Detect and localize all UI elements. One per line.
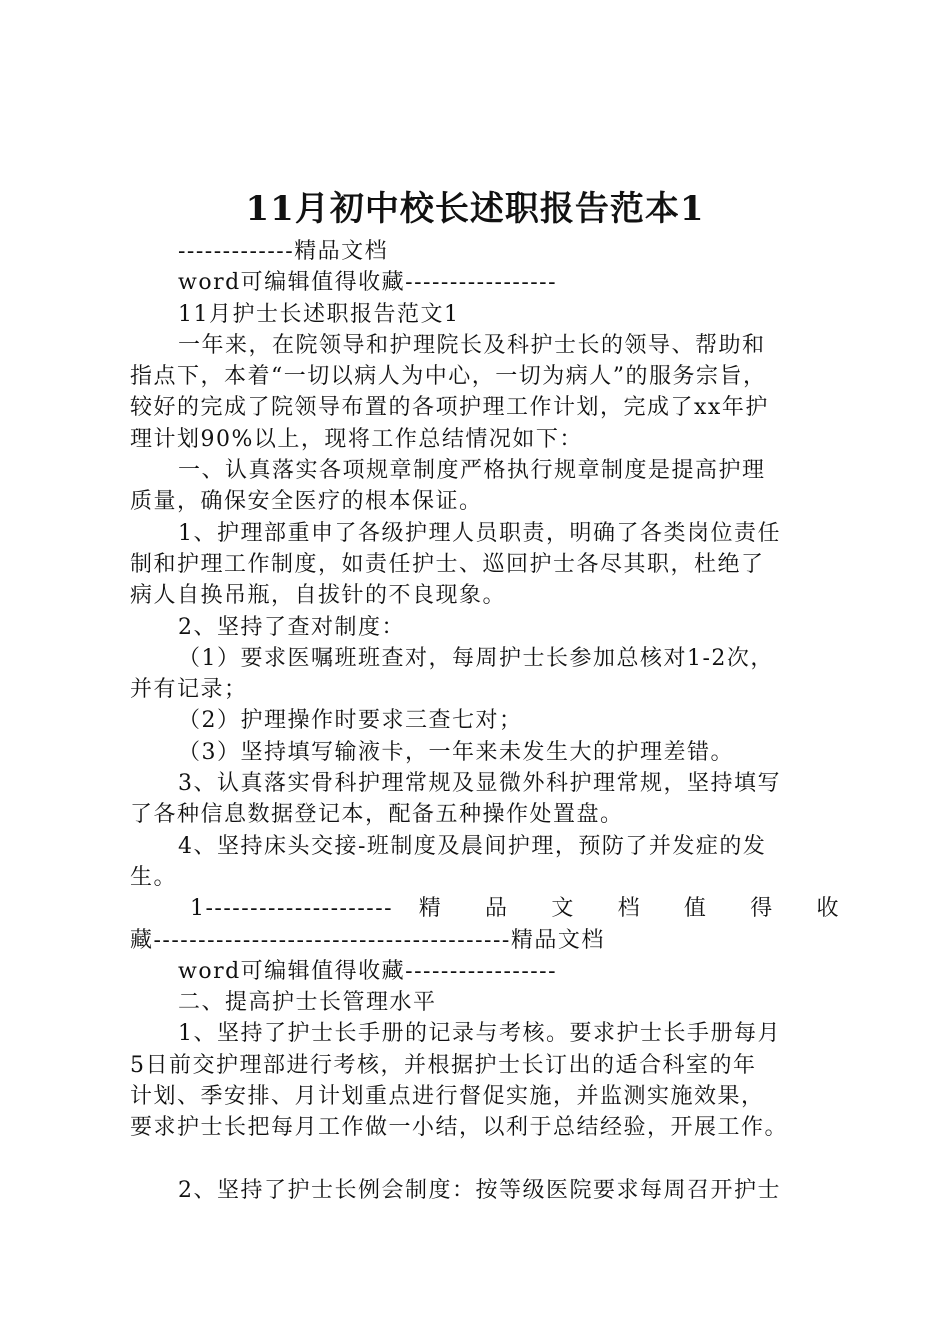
paragraph-line: 并有记录； <box>130 677 248 703</box>
page-footer-line: 1--------------------- 精 品 文 档 值 得 收 <box>190 896 840 922</box>
paragraph-line: 了各种信息数据登记本，配备五种操作处置盘。 <box>130 802 624 828</box>
paragraph-line: （1）要求医嘱班班查对，每周护士长参加总核对1-2次， <box>178 645 774 671</box>
paragraph-line: 1、坚持了护士长手册的记录与考核。要求护士长手册每月 <box>178 1021 781 1047</box>
paragraph-line: 4、坚持床头交接-班制度及晨间护理，预防了并发症的发 <box>178 833 767 859</box>
paragraph-line: 2、坚持了护士长例会制度：按等级医院要求每周召开护士 <box>178 1177 781 1203</box>
header-line-editable: word可编辑值得收藏----------------- <box>178 270 558 296</box>
paragraph-line: （3）坚持填写输液卡，一年来未发生大的护理差错。 <box>178 739 734 765</box>
document-title: 11月初中校长述职报告范本1 <box>245 189 705 229</box>
paragraph-line: 制和护理工作制度，如责任护士、巡回护士各尽其职，杜绝了 <box>130 551 765 577</box>
paragraph-line: 理计划90%以上，现将工作总结情况如下： <box>130 426 583 452</box>
section-heading-line: 二、提高护士长管理水平 <box>178 990 437 1016</box>
paragraph-line: 指点下，本着“一切以病人为中心，一切为病人”的服务宗旨， <box>130 364 767 390</box>
section-heading-line: 一、认真落实各项规章制度严格执行规章制度是提高护理 <box>178 458 766 484</box>
paragraph-line: 2、坚持了查对制度： <box>178 614 405 640</box>
paragraph-line: 计划、季安排、月计划重点进行督促实施，并监测实施效果， <box>130 1084 765 1110</box>
blank-line <box>130 1144 840 1175</box>
paragraph-line: （2）护理操作时要求三查七对； <box>178 708 523 734</box>
page-footer-line: 藏----------------------------------------精品文档 <box>130 927 605 953</box>
paragraph-line: 一年来，在院领导和护理院长及科护士长的领导、帮助和 <box>178 332 766 358</box>
paragraph-line: 较好的完成了院领导布置的各项护理工作计划，完成了xx年护 <box>130 395 769 421</box>
paragraph-line: 病人自换吊瓶，自拔针的不良现象。 <box>130 583 507 609</box>
paragraph-line: 3、认真落实骨科护理常规及显微外科护理常规，坚持填写 <box>178 771 781 797</box>
header-line-brand: -------------精品文档 <box>178 239 389 264</box>
paragraph-line: 要求护士长把每月工作做一小结，以利于总结经验，开展工作。 <box>130 1115 789 1141</box>
subtitle-line: 11月护士长述职报告范文1 <box>178 301 460 327</box>
paragraph-line: 生。 <box>130 864 178 890</box>
document-body <box>130 236 840 1206</box>
paragraph-line: 5日前交护理部进行考核，并根据护士长订出的适合科室的年 <box>130 1052 757 1078</box>
section-heading-line: 质量，确保安全医疗的根本保证。 <box>130 489 483 515</box>
paragraph-line: 1、护理部重申了各级护理人员职责，明确了各类岗位责任 <box>178 520 781 546</box>
header-line-editable: word可编辑值得收藏----------------- <box>178 958 558 984</box>
